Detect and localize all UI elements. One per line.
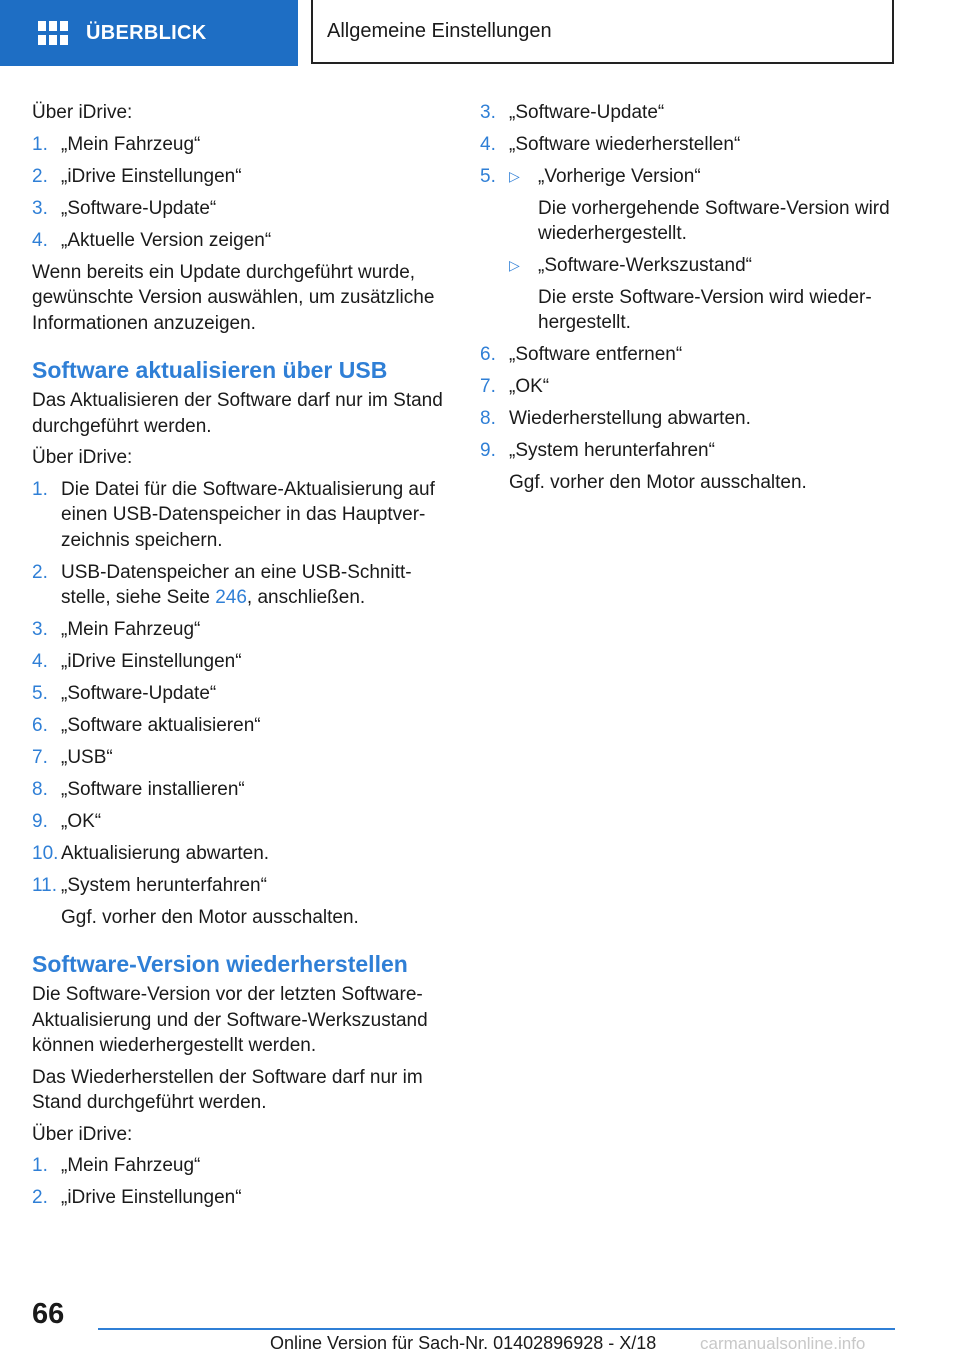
list-item: 4. „Aktuelle Version zeigen“ bbox=[32, 229, 272, 251]
list-item: 9. „OK“ bbox=[32, 811, 102, 832]
page-number: 66 bbox=[32, 1298, 65, 1330]
list-item: 8. Wiederherstellung abwarten. bbox=[480, 408, 751, 429]
list-item: 5. „Software-Update“ bbox=[32, 683, 217, 704]
step-sub-note: Ggf. vorher den Motor ausschalten. bbox=[509, 471, 807, 493]
triangle-bullet-icon: ▷ bbox=[509, 257, 520, 273]
page-link[interactable]: 246 bbox=[215, 587, 247, 608]
footer-divider bbox=[98, 1328, 895, 1330]
restore-paragraph-2: Das Wiederherstellen der Software darf nur im Stand durchgeführt werden. bbox=[32, 1066, 423, 1113]
list-item: 1. „Mein Fahrzeug“ bbox=[32, 133, 201, 155]
left-column bbox=[32, 100, 446, 1217]
restore-steps-list bbox=[32, 1153, 446, 1211]
list-item: 3. „Software-Update“ bbox=[480, 102, 665, 123]
list-item: 3. „Software-Update“ bbox=[32, 197, 217, 219]
online-version-text: Online Version für Sach-Nr. 01402896928 - X/18 bbox=[270, 1333, 657, 1353]
list-item: 4. „Software wiederherstellen“ bbox=[480, 134, 741, 155]
restore-heading: Software-Version wiederherstellen bbox=[32, 951, 408, 977]
list-item: 7. „USB“ bbox=[32, 747, 113, 768]
list-item: 2. USB-Datenspeicher an eine USB-Schnittstelle, siehe Seite 246, anschließen. bbox=[32, 561, 412, 608]
list-item: 10. Aktualisierung abwarten. bbox=[32, 843, 270, 864]
list-item: 5. ▷ „Vorherige Version“ Die vorhergehende Software-Version wird wiederhergestellt. ▷ „Software-Werkszustand“ Die erste Software-Version wird wiederhergestellt. bbox=[480, 164, 900, 336]
usb-update-heading: Software aktualisieren über USB bbox=[32, 357, 388, 383]
list-item: 1. „Mein Fahrzeug“ bbox=[32, 1155, 201, 1176]
list-item: 6. „Software entfernen“ bbox=[480, 344, 683, 365]
restore-idrive-label: Über iDrive: bbox=[32, 1123, 133, 1145]
right-column bbox=[480, 100, 900, 502]
top-bar bbox=[0, 0, 960, 66]
grid-menu-icon bbox=[38, 21, 68, 45]
restore-paragraph-1: Die Software-Version vor der letzten Software-Aktualisierung und der Software-Werkszustand können wiederhergestellt werden. bbox=[32, 984, 428, 1056]
list-item: 11. „System herunterfahren“ Ggf. vorher den Motor ausschalten. bbox=[32, 873, 446, 930]
option-item: ▷ „Software-Werkszustand“ Die erste Software-Version wird wiederhergestellt. bbox=[509, 255, 872, 333]
triangle-bullet-icon: ▷ bbox=[509, 168, 520, 184]
watermark: carmanualsonline.info bbox=[700, 1334, 866, 1353]
restore-options bbox=[509, 164, 900, 336]
usb-update-paragraph: Das Aktualisieren der Software darf nur im Stand durchgeführt werden. bbox=[32, 390, 443, 437]
section-title-tab[interactable] bbox=[311, 0, 894, 64]
intro-label: Über iDrive: bbox=[32, 102, 133, 123]
step-sub-note: Ggf. vorher den Motor ausschalten. bbox=[61, 906, 359, 928]
option-item: ▷ „Vorherige Version“ Die vorhergehende Software-Version wird wiederhergestellt. bbox=[509, 166, 890, 244]
section-title: Allgemeine Einstellungen bbox=[327, 19, 552, 42]
overview-tab[interactable] bbox=[0, 0, 298, 66]
restore-steps-continued bbox=[480, 100, 900, 495]
list-item: 1. Die Datei für die Software-Aktualisierung auf einen USB-Datenspeicher in das Hauptverzeichnis speichern. bbox=[32, 478, 435, 551]
intro-steps-list bbox=[32, 132, 446, 254]
usb-idrive-label: Über iDrive: bbox=[32, 447, 133, 468]
list-item: 6. „Software aktualisieren“ bbox=[32, 715, 261, 736]
list-item: 2. „iDrive Einstellungen“ bbox=[32, 165, 242, 187]
list-item: 2. „iDrive Einstellungen“ bbox=[32, 1187, 242, 1208]
intro-note: Wenn bereits ein Update durchgeführt wurde, gewünschte Version auswählen, um zusätzliche Informationen anzuzeigen. bbox=[32, 261, 435, 334]
list-item: 4. „iDrive Einstellungen“ bbox=[32, 651, 242, 672]
usb-steps-list bbox=[32, 477, 446, 931]
list-item: 3. „Mein Fahrzeug“ bbox=[32, 619, 201, 640]
list-item: 9. „System herunterfahren“ Ggf. vorher den Motor ausschalten. bbox=[480, 438, 900, 495]
list-item: 7. „OK“ bbox=[480, 376, 550, 397]
list-item: 8. „Software installieren“ bbox=[32, 779, 245, 800]
overview-tab-label: ÜBERBLICK bbox=[86, 21, 207, 44]
